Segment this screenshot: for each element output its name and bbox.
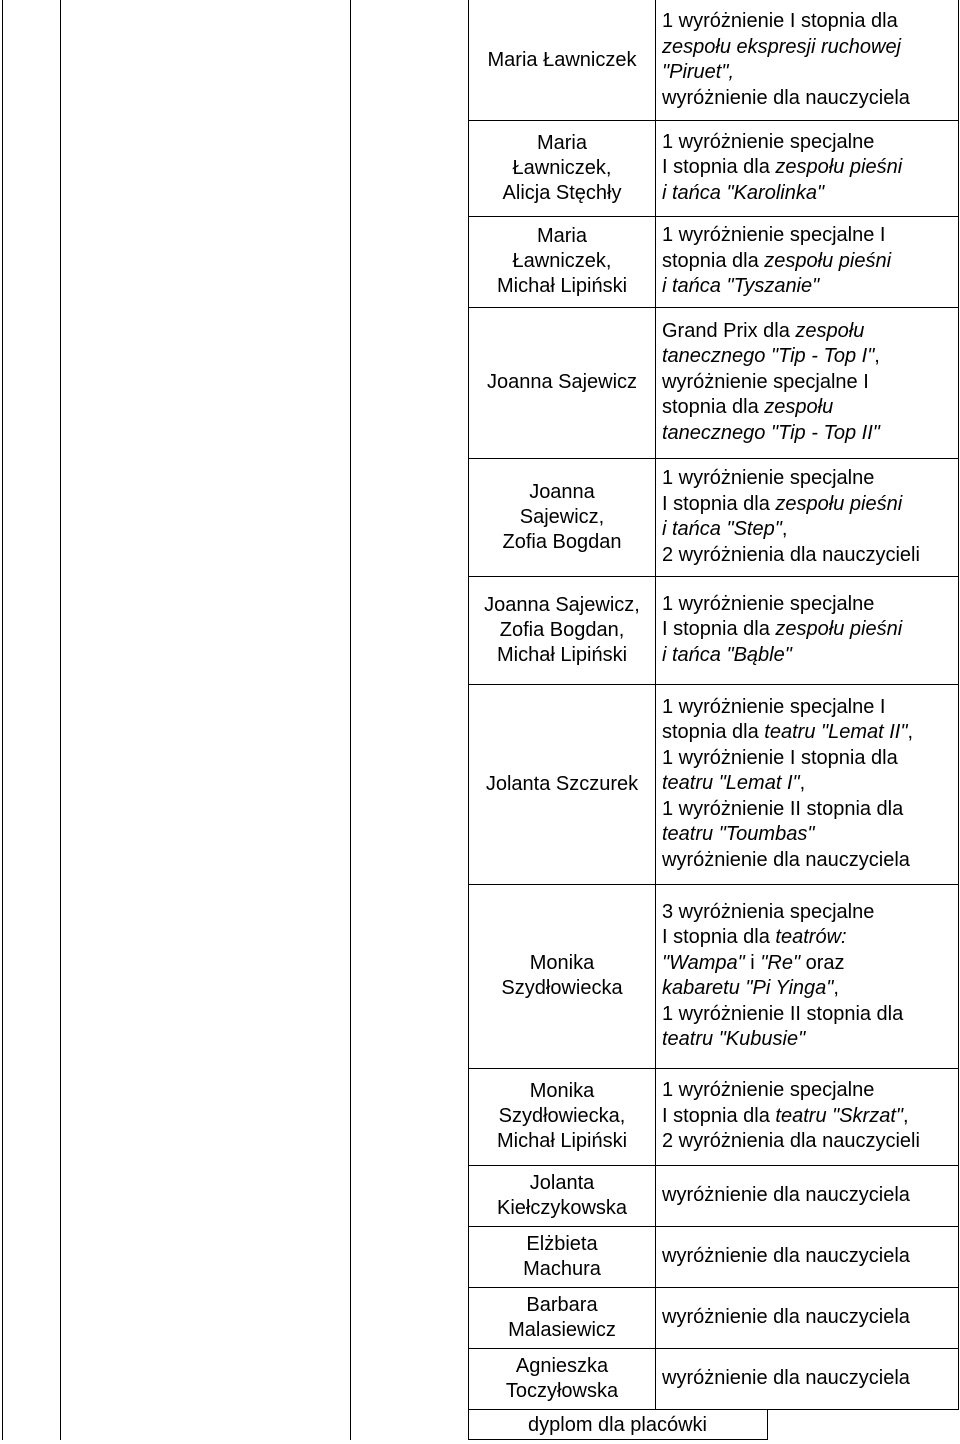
award-line	[662, 1104, 958, 1130]
award-text: 1 wyróżnienie specjalne	[662, 592, 875, 615]
award-cell	[662, 307, 958, 458]
column-divider	[350, 0, 351, 1440]
award-text-italic: teatru "Lemat I"	[662, 772, 800, 795]
award-text-italic: i tańca "Karolinka"	[662, 181, 825, 204]
award-text: i	[744, 951, 761, 974]
award-text-italic: zespołu ekspresji ruchowej	[662, 35, 902, 58]
teacher-name: Monika Szydłowiecka	[501, 952, 623, 999]
award-text: 1 wyróżnienie I stopnia dla	[662, 10, 898, 32]
award-line	[662, 720, 958, 746]
award-line	[662, 543, 958, 569]
teacher-name: Elżbieta Machura	[523, 1232, 601, 1280]
award-text: stopnia dla	[662, 396, 765, 419]
award-cell	[662, 458, 958, 576]
award-line	[662, 900, 958, 926]
teacher-name: Maria Ławniczek, Alicja Stęchły	[502, 131, 622, 204]
award-line	[662, 848, 958, 874]
award-text: 1 wyróżnienie I stopnia dla	[662, 746, 898, 769]
award-cell	[662, 1226, 958, 1287]
award-line	[662, 643, 958, 669]
award-text: 3 wyróżnienia specjalne	[662, 900, 875, 923]
teacher-name: Joanna Sajewicz	[486, 371, 638, 393]
award-cell	[662, 884, 958, 1068]
teacher-name: Joanna Sajewicz, Zofia Bogdan, Michał Lipiński	[484, 593, 640, 666]
award-line	[662, 695, 958, 721]
award-text: I stopnia dla	[662, 1104, 776, 1127]
award-text-italic: zespołu pieśni	[775, 618, 903, 641]
award-line	[662, 370, 958, 396]
award-line	[662, 1366, 958, 1392]
award-text: 1 wyróżnienie specjalne I	[662, 224, 886, 247]
award-text: 1 wyróżnienie specjalne	[662, 467, 875, 489]
award-text: 1 wyróżnienie specjalne	[662, 1079, 875, 1102]
award-text: oraz	[800, 951, 845, 974]
institution-diploma-label: dyplom dla placówki	[468, 1410, 768, 1440]
award-text: 2 wyróżnienia dla nauczycieli	[662, 1130, 920, 1153]
award-text-italic: tanecznego "Tip - Top I"	[662, 345, 875, 368]
column-divider	[60, 0, 61, 1440]
award-text: 1 wyróżnienie specjalne I	[662, 695, 886, 718]
award-text-italic: teatru "Kubusie"	[662, 1028, 806, 1050]
award-text: wyróżnienie dla nauczyciela	[662, 1183, 910, 1206]
award-text: I stopnia dla	[662, 618, 776, 641]
table-border-right	[958, 0, 959, 1410]
teacher-name: Agnieszka Toczyłowska	[505, 1354, 619, 1402]
award-text-italic: zespołu pieśni	[775, 492, 903, 515]
award-line	[662, 249, 958, 275]
award-cell	[662, 0, 958, 120]
award-text-italic: zespołu	[795, 319, 865, 342]
award-line	[662, 517, 958, 543]
award-line	[662, 951, 958, 977]
award-text-italic: i tańca "Step"	[662, 518, 782, 540]
award-text: wyróżnienie specjalne I	[662, 370, 869, 393]
table-border-left	[2, 0, 3, 1440]
teacher-name: Jolanta Szczurek	[485, 772, 639, 795]
award-line	[662, 1183, 958, 1209]
award-cell	[662, 120, 958, 216]
award-line	[662, 1002, 958, 1028]
award-text: wyróżnienie dla nauczyciela	[662, 1244, 910, 1267]
award-text-italic: teatru "Lemat II"	[764, 721, 908, 744]
teacher-name: Barbara Malasiewicz	[508, 1293, 616, 1341]
award-cell	[662, 1068, 958, 1165]
award-text-italic: i tańca "Tyszanie"	[662, 275, 820, 298]
teacher-name: Maria Ławniczek	[487, 48, 637, 71]
award-text: Grand Prix dla	[662, 319, 796, 342]
award-cell	[662, 1287, 958, 1348]
award-text-italic: i tańca "Bąble"	[662, 643, 792, 666]
award-line	[662, 223, 958, 249]
award-cell	[662, 1348, 958, 1409]
award-cell	[662, 1165, 958, 1226]
award-line	[662, 1078, 958, 1104]
award-text-italic: kabaretu "Pi Yinga"	[662, 977, 834, 999]
award-text: ,	[874, 345, 880, 368]
award-text: wyróżnienie dla nauczyciela	[662, 1366, 910, 1389]
award-text: 1 wyróżnienie II stopnia dla	[662, 1002, 904, 1025]
award-line	[662, 925, 958, 951]
award-line	[662, 9, 958, 35]
award-line	[662, 344, 958, 370]
teacher-name: Maria Ławniczek, Michał Lipiński	[496, 225, 628, 297]
award-line	[662, 1305, 958, 1331]
award-text-italic: teatru "Skrzat"	[775, 1104, 903, 1127]
award-line	[662, 771, 958, 797]
award-line	[662, 86, 958, 112]
award-text: ,	[903, 1104, 909, 1127]
award-line	[662, 35, 958, 61]
award-text: I stopnia dla	[662, 492, 776, 515]
award-line	[662, 274, 958, 300]
award-line	[662, 822, 958, 848]
award-line	[662, 181, 958, 207]
award-text: I stopnia dla	[662, 156, 776, 179]
award-text-italic: zespołu pieśni	[764, 249, 892, 272]
award-cell	[662, 216, 958, 307]
award-line	[662, 617, 958, 643]
award-line	[662, 319, 958, 345]
award-line	[662, 60, 958, 86]
award-text: wyróżnienie dla nauczyciela	[662, 848, 910, 871]
award-line	[662, 395, 958, 421]
award-line	[662, 421, 958, 447]
award-text: I stopnia dla	[662, 926, 776, 948]
award-line	[662, 466, 958, 492]
award-line	[662, 1244, 958, 1270]
award-text: ,	[907, 721, 914, 744]
award-cell	[662, 576, 958, 684]
award-text-italic: "Wampa"	[662, 951, 745, 974]
award-cell	[662, 684, 958, 884]
award-text-italic: zespołu pieśni	[775, 156, 903, 179]
teacher-name: Joanna Sajewicz, Zofia Bogdan	[502, 480, 622, 553]
award-text: 1 wyróżnienie specjalne	[662, 130, 875, 153]
award-text-italic: "Piruet",	[662, 61, 735, 83]
award-text: wyróżnienie dla nauczyciela	[662, 1305, 910, 1328]
award-text: wyróżnienie dla nauczyciela	[662, 86, 910, 109]
award-line	[662, 1129, 958, 1155]
award-text-italic: teatrów:	[775, 926, 847, 948]
award-text-italic: tanecznego "Tip - Top II"	[662, 421, 880, 444]
award-text: ,	[833, 977, 839, 999]
award-line	[662, 746, 958, 772]
award-text: stopnia dla	[662, 249, 765, 272]
award-text: 1 wyróżnienie II stopnia dla	[662, 797, 904, 820]
award-text-italic: teatru "Toumbas"	[662, 823, 815, 846]
award-text: stopnia dla	[662, 721, 765, 744]
award-line	[662, 797, 958, 823]
award-text-italic: "Re"	[760, 951, 801, 974]
award-line	[662, 155, 958, 181]
award-line	[662, 130, 958, 156]
award-text: ,	[781, 518, 788, 540]
award-text: ,	[799, 772, 806, 795]
award-line	[662, 1027, 958, 1053]
award-line	[662, 492, 958, 518]
teacher-name: Monika Szydłowiecka, Michał Lipiński	[496, 1080, 628, 1152]
award-line	[662, 592, 958, 618]
teacher-name: Jolanta Kiełczykowska	[496, 1171, 628, 1219]
award-text: 2 wyróżnienia dla nauczycieli	[662, 543, 920, 566]
award-line	[662, 976, 958, 1002]
award-text-italic: zespołu	[764, 396, 834, 419]
column-divider	[655, 0, 656, 1410]
